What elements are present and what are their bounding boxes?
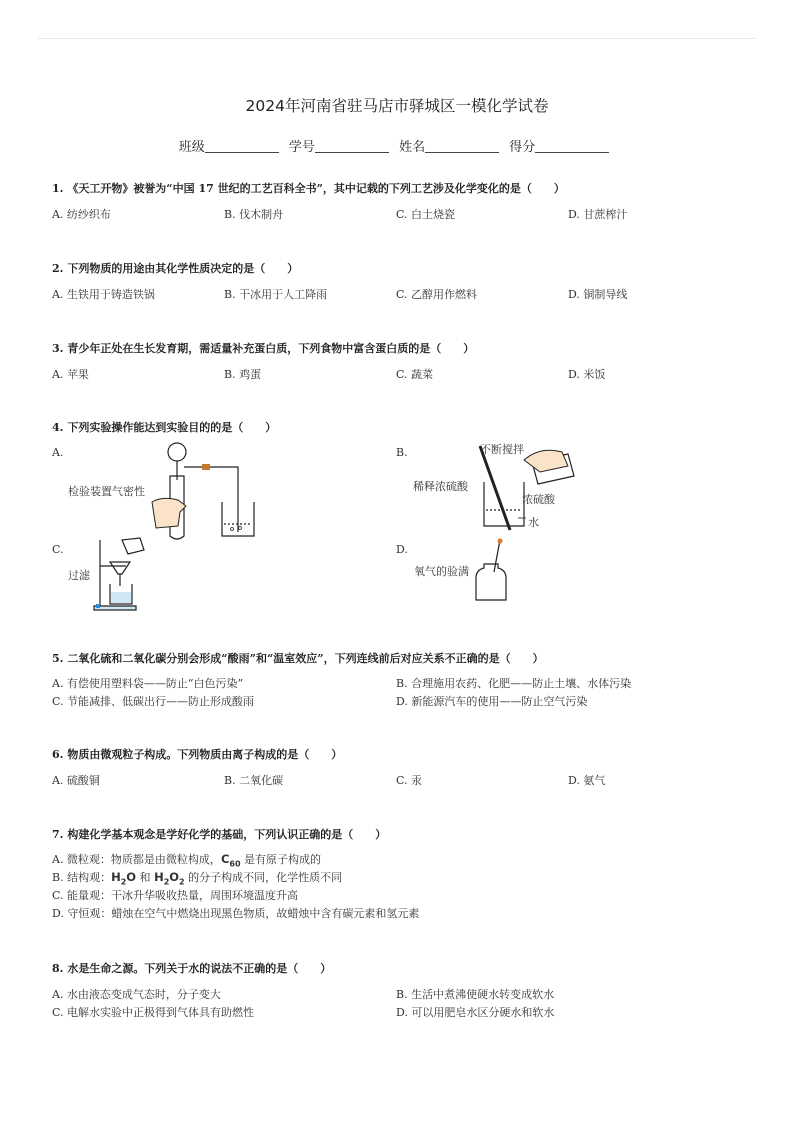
question-6-stem: 6. 物质由微观粒子构成。下列物质由离子构成的是（ ） — [52, 748, 343, 761]
h2o2-sub2: 2 — [179, 877, 185, 887]
q7-b-and: 和 — [136, 871, 155, 884]
class-label: 班级 — [178, 140, 205, 155]
fig-b-water-label: 水 — [528, 516, 539, 529]
q3-option-d[interactable]: D. 米饭 — [568, 368, 606, 381]
fig-d-oxygen-bottle — [474, 538, 508, 604]
q3-option-b[interactable]: B. 鸡蛋 — [224, 368, 262, 381]
q8-option-c[interactable]: C. 电解水实验中正极得到气体具有助燃性 — [52, 1006, 255, 1019]
q2-option-c[interactable]: C. 乙醇用作燃料 — [396, 288, 478, 301]
question-3-stem: 3. 青少年正处在生长发育期，需适量补充蛋白质，下列食物中富含蛋白质的是（ ） — [52, 342, 475, 355]
q2-option-a[interactable]: A. 生铁用于铸造铁锅 — [52, 288, 155, 301]
q5-option-c[interactable]: C. 节能减排、低碳出行——防止形成酸雨 — [52, 695, 255, 708]
question-2-stem: 2. 下列物质的用途由其化学性质决定的是（ ） — [52, 262, 299, 275]
name-label: 姓名 — [399, 140, 426, 155]
fig-b-stir-label: 不断搅拌 — [480, 443, 524, 456]
q6-option-c[interactable]: C. 汞 — [396, 774, 423, 787]
name-blank[interactable] — [425, 138, 499, 153]
q6-option-b[interactable]: B. 二氧化碳 — [224, 774, 284, 787]
q7-a-pre: A. 微粒观：物质都是由微粒构成， — [52, 853, 221, 866]
q1-option-d[interactable]: D. 甘蔗榨汁 — [568, 208, 628, 221]
h2o2-o: O — [169, 870, 180, 884]
fig-b-acid-label: 浓硫酸 — [522, 493, 555, 506]
q7-b-pre: B. 结构观： — [52, 871, 112, 884]
q7-option-a[interactable] — [52, 851, 321, 868]
q7-b-post: 的分子构成不同，化学性质不同 — [184, 871, 343, 884]
fig-b-label: 稀释浓硫酸 — [413, 480, 468, 493]
question-5-stem: 5. 二氧化硫和二氧化碳分别会形成“酸雨”和“温室效应”，下列连线前后对应关系不正确的是（ ） — [52, 652, 544, 665]
q4-option-c[interactable]: C. — [52, 543, 64, 556]
exam-title: 2024年河南省驻马店市驿城区一模化学试卷 — [245, 97, 549, 115]
c60-symbol: C — [220, 852, 230, 866]
q5-option-b[interactable]: B. 合理施用农药、化肥——防止土壤、水体污染 — [396, 677, 632, 690]
q1-option-b[interactable]: B. 伐木制舟 — [224, 208, 284, 221]
q3-option-a[interactable]: A. 苹果 — [52, 368, 89, 381]
q2-option-d[interactable]: D. 铜制导线 — [568, 288, 628, 301]
q8-option-b[interactable]: B. 生活中煮沸使硬水转变成软水 — [396, 988, 555, 1001]
c60-subscript: 60 — [229, 859, 241, 869]
question-7-stem: 7. 构建化学基本观念是学好化学的基础，下列认识正确的是（ ） — [52, 828, 387, 841]
number-blank[interactable] — [315, 138, 389, 153]
h2o2-h: H — [154, 870, 164, 884]
score-blank[interactable] — [535, 138, 609, 153]
h2o-o: O — [126, 870, 137, 884]
number-label: 学号 — [288, 140, 315, 155]
h2o-formula — [111, 870, 137, 887]
q3-option-c[interactable]: C. 蔬菜 — [396, 368, 434, 381]
fig-a-airtight-apparatus — [150, 440, 260, 542]
q2-option-b[interactable]: B. 干冰用于人工降雨 — [224, 288, 328, 301]
fig-c-filtration-apparatus — [92, 536, 154, 612]
q8-option-d[interactable]: D. 可以用肥皂水区分硬水和软水 — [396, 1006, 555, 1019]
student-info-row — [0, 136, 794, 155]
h2o2-sub1: 2 — [163, 877, 170, 887]
q4-option-b[interactable]: B. — [396, 446, 408, 459]
q5-option-d[interactable]: D. 新能源汽车的使用——防止空气污染 — [396, 695, 588, 708]
question-1-stem: 1. 《天工开物》被誉为“中国 17 世纪的工艺百科全书”，其中记载的下列工艺涉及化学变化的是（ ） — [52, 182, 565, 195]
h2o2-formula — [154, 870, 185, 887]
page-top-rule — [38, 38, 756, 39]
q7-option-b[interactable] — [52, 869, 342, 886]
question-8-stem: 8. 水是生命之源。下列关于水的说法不正确的是（ ） — [52, 962, 332, 975]
score-label: 得分 — [509, 140, 536, 155]
q7-a-post: 是有原子构成的 — [240, 853, 322, 866]
q1-option-c[interactable]: C. 白土烧瓷 — [396, 208, 456, 221]
q7-option-d[interactable]: D. 守恒观：蜡烛在空气中燃烧出现黑色物质，故蜡烛中含有碳元素和氢元素 — [52, 907, 420, 920]
class-blank[interactable] — [205, 138, 279, 153]
question-4-stem: 4. 下列实验操作能达到实验目的的是（ ） — [52, 421, 277, 434]
fig-d-label: 氧气的验满 — [414, 565, 469, 578]
c60-formula — [220, 852, 241, 869]
q5-option-a[interactable]: A. 有偿使用塑料袋——防止“白色污染” — [52, 677, 244, 690]
fig-c-label: 过滤 — [68, 569, 90, 582]
q4-option-a[interactable]: A. — [52, 446, 64, 459]
q4-option-d[interactable]: D. — [396, 543, 408, 556]
q6-option-a[interactable]: A. 硫酸铜 — [52, 774, 100, 787]
h2o-h: H — [111, 870, 121, 884]
q7-option-c[interactable]: C. 能量观：干冰升华吸收热量，周围环境温度升高 — [52, 889, 299, 902]
fig-a-label: 检验装置气密性 — [68, 485, 145, 498]
h2o-sub: 2 — [120, 877, 127, 887]
q1-option-a[interactable]: A. 纺纱织布 — [52, 208, 111, 221]
q6-option-d[interactable]: D. 氨气 — [568, 774, 606, 787]
q8-option-a[interactable]: A. 水由液态变成气态时，分子变大 — [52, 988, 221, 1001]
